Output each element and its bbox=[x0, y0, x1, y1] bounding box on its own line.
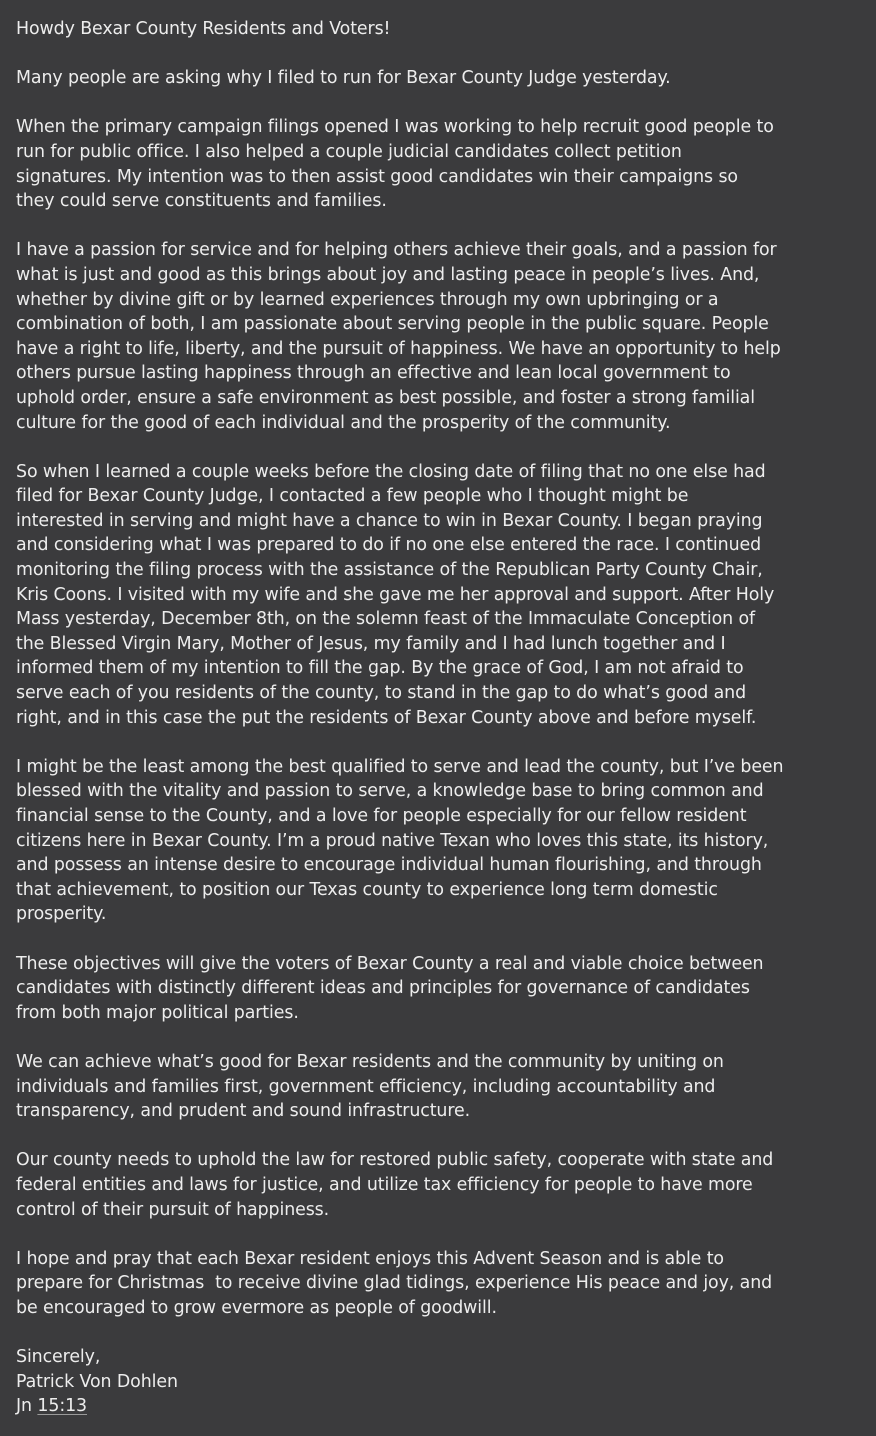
verse-link[interactable]: 15:13 bbox=[37, 1396, 88, 1417]
paragraph-qualifications: I might be the least among the best qualified to serve and lead the county, but I’ve been blessed with the vitality and passion to serve, a knowledge base to bring common and financial sense to the County, and a love for people especially for our fellow resident citizens here in Bexar County. I’m a proud native Texan who loves this state, its history, and possess an intense desire to encourage individual human flourishing, and through that achievement, to position our Texas county to experience long term domestic prosperity. bbox=[16, 756, 784, 925]
paragraph-passion: I have a passion for service and for helping others achieve their goals, and a passion for what is just and good as this brings about joy and lasting peace in people’s lives. And, whether by divine gift or by learned experiences through my own upbringing or a combination of both, I am passionate about serving people in the public square. People have a right to life, liberty, and the pursuit of happiness. We have an opportunity to help others pursue lasting happiness through an effective and lean local government to uphold order, ensure a safe environment as best possible, and foster a strong familial culture for the good of each individual and the prosperity of the community. bbox=[16, 240, 781, 433]
closing: Sincerely, bbox=[16, 1347, 101, 1368]
paragraph-advent: I hope and pray that each Bexar resident enjoys this Advent Season and is able to prepare for Christmas to receive divine glad tidings, experience His peace and joy, and be encouraged to grow evermore as people of goodwill. bbox=[16, 1248, 773, 1318]
paragraph-decision: So when I learned a couple weeks before the closing date of filing that no one else had filed for Bexar County Judge, I contacted a few people who I thought might be interested in serving and might have a chance to win in Bexar County. I began praying and considering what I was prepared to do if no one else entered the race. I continued monitoring the filing process with the assistance of the Republican Party County Chair, Kris Coons. I visited with my wife and she gave me her approval and support. After Holy Mass yesterday, December 8th, on the solemn feast of the Immaculate Conception of the Blessed Virgin Mary, Mother of Jesus, my family and I had lunch together and I informed them of my intention to fill the gap. By the grace of God, I am not afraid to serve each of you residents of the county, to stand in the gap to do what’s good and right, and in this case the put the residents of Bexar County above and before myself. bbox=[16, 461, 775, 728]
paragraph-objectives: These objectives will give the voters of Bexar County a real and viable choice between candidates with distinctly different ideas and principles for governance of candidates from both major political parties. bbox=[16, 953, 764, 1023]
greeting: Howdy Bexar County Residents and Voters! bbox=[16, 19, 391, 39]
paragraph-why-filed: Many people are asking why I filed to run for Bexar County Judge yesterday. bbox=[16, 68, 671, 89]
paragraph-recruiting: When the primary campaign filings opened I was working to help recruit good people to run for public office. I also helped a couple judicial candidates collect petition signatures. My intention was to then assist good candidates win their campaigns so they could serve constituents and families. bbox=[16, 117, 774, 212]
paragraph-public-safety: Our county needs to uphold the law for restored public safety, cooperate with state and federal entities and laws for justice, and utilize tax efficiency for people to have more control of their pursuit of happiness. bbox=[16, 1150, 774, 1220]
signature-name: Patrick Von Dohlen bbox=[16, 1371, 178, 1392]
verse-book: Jn bbox=[16, 1396, 32, 1417]
signature-block bbox=[16, 1345, 866, 1419]
verse-reference bbox=[16, 1394, 866, 1419]
paragraph-priorities: We can achieve what’s good for Bexar residents and the community by uniting on individuals and families first, government efficiency, including accountability and transparency, and prudent and sound infrastructure. bbox=[16, 1051, 724, 1122]
